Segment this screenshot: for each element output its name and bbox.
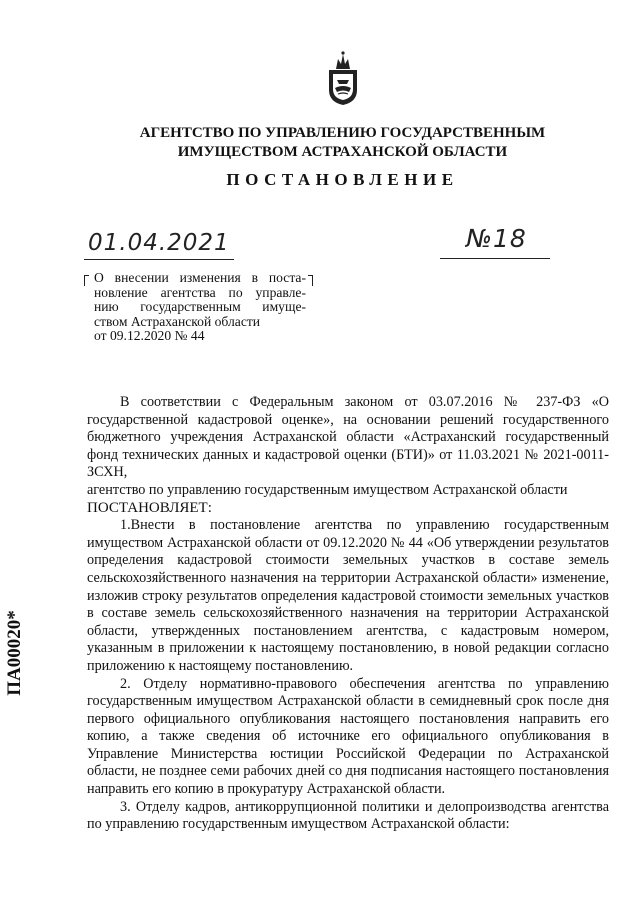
document-body [87,394,609,834]
preamble-paragraph: В соответствии с Федеральным законом от 03.07.2016 № 237-ФЗ «О государственной кадастровой оценке», на основании решений государственного бюджетного учреждения Астраханской области «Астраханский государственный фонд технических данных и кадастровой оценки (БТИ)» от 11.03.2021 № 2021-0011-ЗСХН, [87,394,609,481]
subject-line: от 09.12.2020 № 44 [94,328,205,343]
registration-stamp: ПА00020* [4,610,25,696]
subject-line: новление агентства по управле- [94,284,306,300]
item-3-paragraph: 3. Отделу кадров, антикоррупционной политики и делопроизводства агентства по управлению государственным имуществом Астраханской области: [87,798,609,833]
agency-title [100,124,585,162]
item-1-paragraph: 1.Внести в постановление агентства по управлению государственным имуществом Астраханской области от 09.12.2020 № 44 «Об утверждении результатов определения кадастровой стоимости земельных участков в составе земель сельскохозяйственного назначения на территории Астраханской области» изменение, изложив строку результатов определения кадастровой стоимости земельных участков в составе земель сельскохозяйственного назначения на территории Астраханской области, утвержденных постановлением агентства, с кадастровым номером, указанным в приложении к настоящему постановлению, в новой редакции согласно приложению к настоящему постановлению. [87,517,609,674]
subject-bracket-left [84,275,89,286]
coat-of-arms-icon [326,50,360,106]
document-subject [94,271,306,344]
subject-line: ством Астраханской области [94,313,261,329]
handwritten-date: 01.04.2021 [88,230,230,256]
agency-title-line2: ИМУЩЕСТВОМ АСТРАХАНСКОЙ ОБЛАСТИ [177,144,508,160]
agency-line: агентство по управлению государственным имуществом Астраханской области [87,481,568,498]
subject-line: нию государственным имуще- [94,299,306,314]
agency-title-line1: АГЕНТСТВО ПО УПРАВЛЕНИЮ ГОСУДАРСТВЕННЫМ [139,125,546,141]
handwritten-number: №18 [466,224,527,253]
item-2-paragraph: 2. Отделу нормативно-правового обеспечения агентства по управлению государственным имуществом Астраханской области в семидневный срок после дня первого официального опубликования настоящего постановления направить его копию, а также сведения об источнике его официального опубликования в Управление Министерства юстиции Российской Федерации по Астраханской области, не позднее семи рабочих дней со дня подписания настоящего постановления направить его копию в прокуратуру Астраханской области. [87,675,609,798]
subject-line: О внесении изменения в поста- [94,270,306,285]
document-type: ПОСТАНОВЛЕНИЕ [226,170,459,189]
number-underline [440,258,550,259]
date-underline [84,259,234,260]
subject-bracket-right [308,275,313,286]
resolves-heading: ПОСТАНОВЛЯЕТ: [87,499,212,516]
